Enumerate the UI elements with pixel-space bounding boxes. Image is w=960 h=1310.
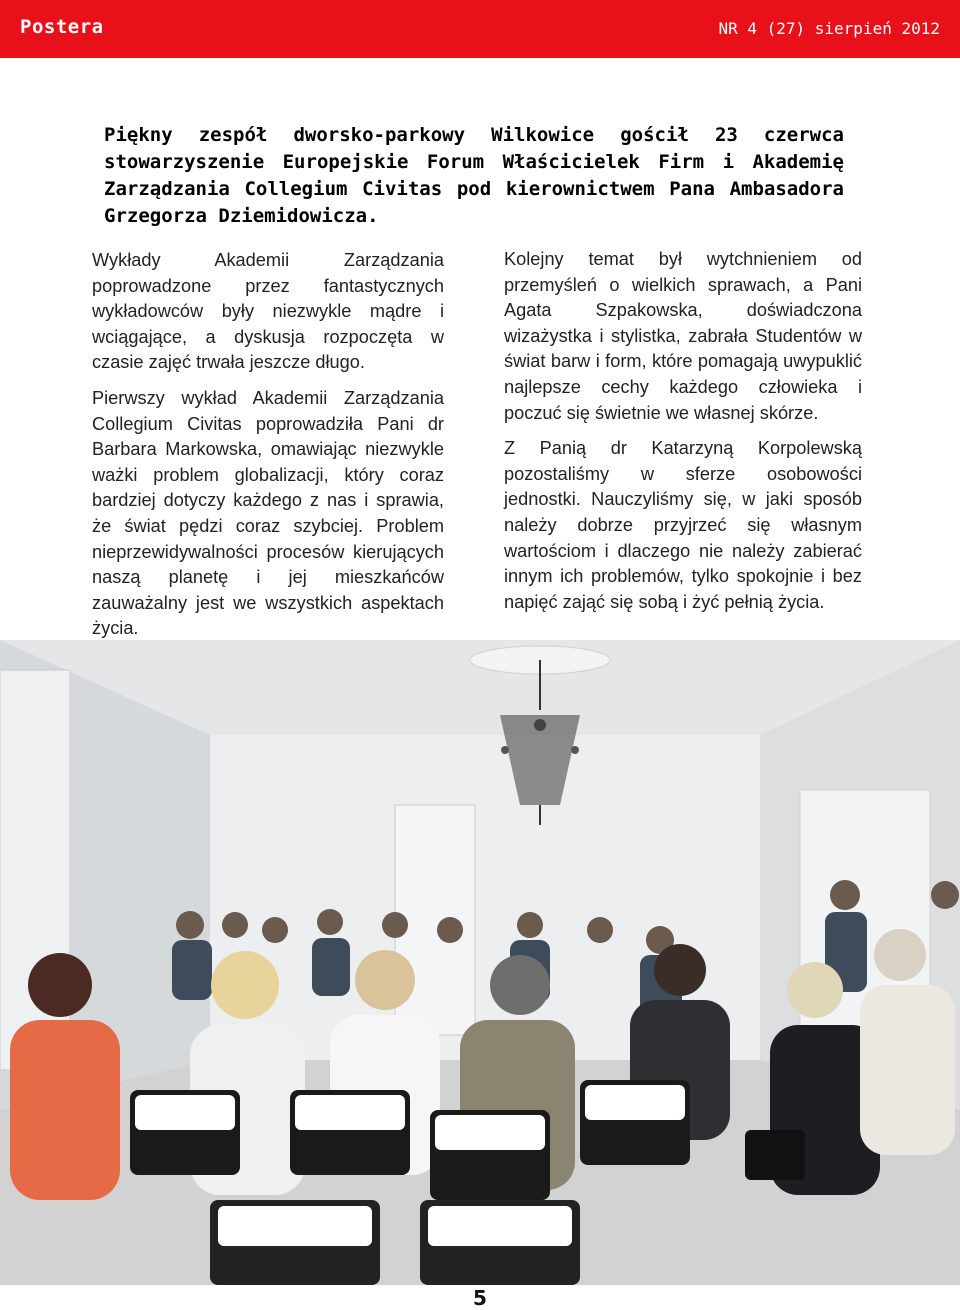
magazine-title: Postera xyxy=(20,16,104,38)
article-column-right xyxy=(504,247,862,625)
paragraph: Z Panią dr Katarzyną Korpolewską pozostaliśmy w sferze osobowości jednostki. Nauczyliśmy się, w jaki sposób należy dobrze przyjrzeć się własnym wartościom i dlaczego nie należy zabierać innym ich problemów, tylko spokojnie i bez napięć zająć się sobą i żyć pełnią życia. xyxy=(504,438,862,612)
paragraph: Kolejny temat był wytchnieniem od przemyśleń o wielkich sprawach, a Pani Agata Szpakowska, doświadczona wizażystka i stylistka, zabrała Studentów w świat barw i form, które pomagają uwypuklić najlepsze cechy każdego człowieka i poczuć się świetnie we własnej skórze. xyxy=(504,249,862,423)
lecture-room-illustration xyxy=(0,640,960,1285)
header-bar xyxy=(0,0,960,58)
issue-label: NR 4 (27) sierpień 2012 xyxy=(718,19,940,38)
paragraph: Wykłady Akademii Zarządzania poprowadzone przez fantastycznych wykładowców były niezwykle mądre i wciągające, a dyskusja rozpoczęta w czasie zajęć trwała jeszcze długo. xyxy=(92,250,444,373)
article-lead: Piękny zespół dworsko-parkowy Wilkowice gościł 23 czerwca stowarzyszenie Europejskie Forum Właścicielek Firm i Akademię Zarządzania Collegium Civitas pod kierownictwem Pana Ambasadora Grzegorza Dziemidowicza. xyxy=(104,124,844,227)
page-number: 5 xyxy=(473,1286,487,1310)
event-photo xyxy=(0,640,960,1285)
paragraph: Pierwszy wykład Akademii Zarządzania Collegium Civitas poprowadziła Pani dr Barbara Markowska, omawiając niezwykle ważki problem globalizacji, który coraz bardziej dotyczy każdego z nas i sprawia, że świat pędzi coraz szybciej. Problem nieprzewidywalności procesów kierujących naszą planetę i jej mieszkańców zauważalny jest we wszystkich aspektach życia. xyxy=(92,387,444,639)
article-column-left xyxy=(92,248,444,652)
